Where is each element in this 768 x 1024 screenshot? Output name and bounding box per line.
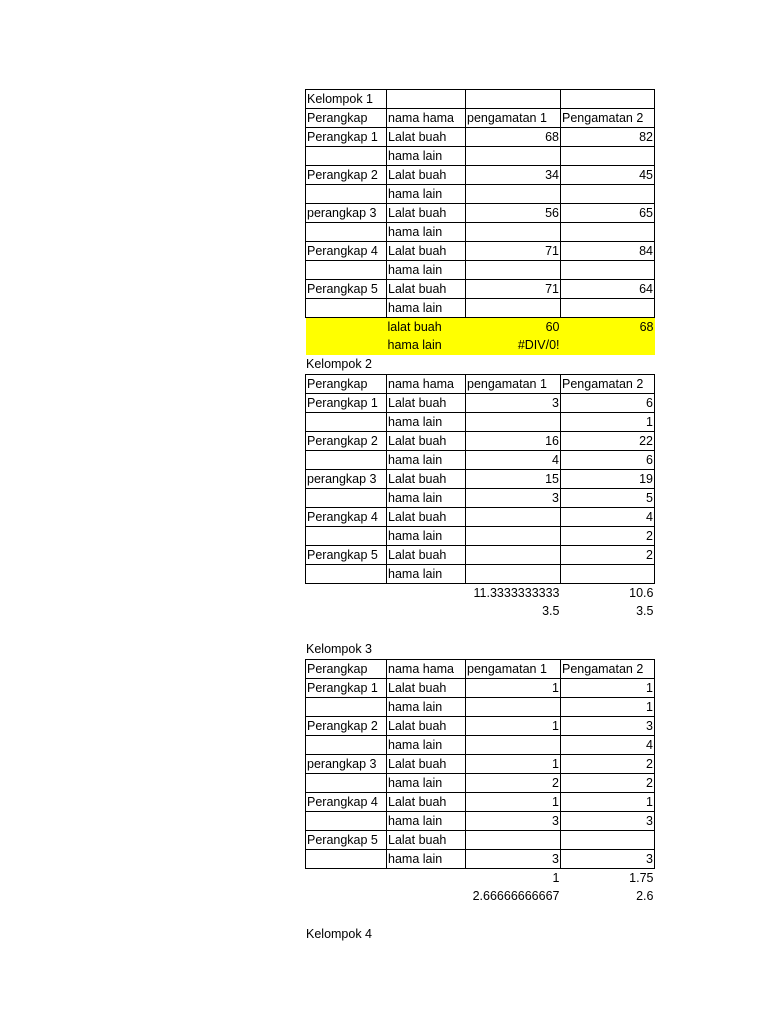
table-row — [306, 166, 655, 185]
spacer — [305, 906, 655, 926]
cell-pengamatan-2[interactable]: 6 — [561, 451, 655, 470]
summary-label[interactable] — [387, 584, 466, 603]
summary-row — [306, 336, 655, 355]
cell-perangkap[interactable]: perangkap 3 — [306, 470, 387, 489]
table-row — [306, 489, 655, 508]
cell-pengamatan-1[interactable]: 1 — [466, 717, 561, 736]
group-title[interactable]: Kelompok 1 — [306, 90, 387, 109]
table-row — [306, 755, 655, 774]
cell-nama-hama[interactable]: hama lain — [387, 698, 466, 717]
cell-nama-hama[interactable]: hama lain — [387, 565, 466, 584]
summary-label[interactable]: hama lain — [387, 336, 466, 355]
group-title[interactable]: Kelompok 3 — [306, 641, 373, 656]
cell-pengamatan-2[interactable] — [561, 223, 655, 242]
header-nama-hama[interactable]: nama hama — [387, 375, 466, 394]
cell-perangkap[interactable]: Perangkap 1 — [306, 128, 387, 147]
cell-nama-hama[interactable]: hama lain — [387, 223, 466, 242]
cell-perangkap[interactable] — [306, 736, 387, 755]
cell-pengamatan-1[interactable]: 1 — [466, 755, 561, 774]
cell-perangkap[interactable] — [306, 850, 387, 869]
cell-pengamatan-2[interactable] — [561, 831, 655, 850]
cell-nama-hama[interactable]: Lalat buah — [387, 242, 466, 261]
cell-nama-hama[interactable]: hama lain — [387, 185, 466, 204]
summary-pengamatan-2[interactable]: 2.6 — [636, 889, 654, 904]
cell-perangkap[interactable]: Perangkap 1 — [306, 679, 387, 698]
cell-perangkap[interactable] — [306, 527, 387, 546]
cell-pengamatan-1[interactable] — [466, 546, 561, 565]
cell-pengamatan-1[interactable]: 3 — [466, 812, 561, 831]
cell-pengamatan-2[interactable]: 4 — [561, 736, 655, 755]
cell-nama-hama[interactable]: hama lain — [387, 850, 466, 869]
cell-pengamatan-1[interactable]: 71 — [466, 280, 561, 299]
cell-pengamatan-2[interactable] — [561, 261, 655, 280]
header-pengamatan-1[interactable]: pengamatan 1 — [466, 109, 561, 128]
table-row — [306, 242, 655, 261]
summary-pengamatan-2[interactable]: 10.6 — [629, 586, 654, 600]
cell-perangkap[interactable] — [306, 812, 387, 831]
header-perangkap[interactable]: Perangkap — [306, 660, 387, 679]
cell[interactable] — [387, 90, 466, 109]
table-row — [306, 280, 655, 299]
summary-pengamatan-1[interactable]: 3.5 — [542, 604, 560, 619]
summary-pengamatan-2[interactable]: 3.5 — [636, 604, 654, 619]
cell-nama-hama[interactable]: hama lain — [387, 774, 466, 793]
cell-nama-hama[interactable]: hama lain — [387, 812, 466, 831]
cell-nama-hama[interactable]: hama lain — [387, 489, 466, 508]
summary-cell[interactable] — [306, 584, 387, 603]
cell-pengamatan-1[interactable]: 68 — [466, 128, 561, 147]
cell-perangkap[interactable] — [306, 489, 387, 508]
cell-pengamatan-1[interactable]: 4 — [466, 451, 561, 470]
group-title-kelompok-4[interactable]: Kelompok 4 — [306, 927, 373, 941]
cell-pengamatan-1[interactable] — [466, 527, 561, 546]
cell-perangkap[interactable]: Perangkap 2 — [306, 432, 387, 451]
summary-row — [306, 869, 655, 888]
cell-perangkap[interactable] — [306, 299, 387, 318]
cell-pengamatan-1[interactable]: 2 — [466, 774, 561, 793]
cell-pengamatan-2[interactable]: 2 — [561, 774, 655, 793]
summary-cell[interactable] — [306, 336, 387, 355]
cell-nama-hama[interactable]: Lalat buah — [387, 793, 466, 812]
cell-perangkap[interactable] — [306, 147, 387, 166]
table-row — [306, 679, 655, 698]
summary-label[interactable] — [387, 869, 466, 888]
cell-nama-hama[interactable]: hama lain — [387, 299, 466, 318]
table-row — [306, 470, 655, 489]
cell-pengamatan-1[interactable] — [466, 413, 561, 432]
cell-pengamatan-1[interactable]: 1 — [466, 793, 561, 812]
header-pengamatan-2[interactable]: Pengamatan 2 — [561, 375, 655, 394]
table-row — [306, 128, 655, 147]
cell-nama-hama[interactable]: Lalat buah — [387, 755, 466, 774]
table-row — [306, 736, 655, 755]
cell-pengamatan-1[interactable] — [466, 698, 561, 717]
cell-nama-hama[interactable]: hama lain — [387, 413, 466, 432]
group-table — [305, 89, 655, 355]
cell-pengamatan-2[interactable]: 2 — [561, 527, 655, 546]
cell-nama-hama[interactable]: hama lain — [387, 147, 466, 166]
cell-nama-hama[interactable]: Lalat buah — [387, 166, 466, 185]
table-row — [306, 147, 655, 166]
cell-perangkap[interactable]: Perangkap 5 — [306, 546, 387, 565]
table-row — [306, 185, 655, 204]
summary-cell[interactable] — [306, 602, 387, 621]
table-row — [306, 432, 655, 451]
summary-label[interactable]: lalat buah — [387, 318, 466, 337]
cell-pengamatan-2[interactable]: 4 — [561, 508, 655, 527]
cell-nama-hama[interactable]: Lalat buah — [387, 280, 466, 299]
summary-label[interactable] — [387, 887, 466, 906]
cell-perangkap[interactable]: Perangkap 2 — [306, 166, 387, 185]
cell-pengamatan-2[interactable] — [561, 185, 655, 204]
cell-nama-hama[interactable]: Lalat buah — [387, 204, 466, 223]
cell-pengamatan-2[interactable]: 2 — [561, 546, 655, 565]
summary-cell[interactable] — [306, 887, 387, 906]
cell-perangkap[interactable] — [306, 413, 387, 432]
summary-row — [306, 318, 655, 337]
cell-pengamatan-2[interactable]: 1 — [561, 698, 655, 717]
header-perangkap[interactable]: Perangkap — [306, 375, 387, 394]
table-row — [306, 546, 655, 565]
cell-pengamatan-1[interactable] — [466, 261, 561, 280]
table-row — [306, 717, 655, 736]
table-row — [306, 565, 655, 584]
summary-pengamatan-2[interactable] — [561, 336, 655, 355]
summary-pengamatan-1[interactable]: 1 — [552, 871, 560, 885]
header-pengamatan-1[interactable]: pengamatan 1 — [466, 375, 561, 394]
spacer — [305, 621, 655, 640]
header-row — [306, 375, 655, 394]
group-kelompok-1 — [305, 89, 655, 355]
cell-pengamatan-2[interactable]: 3 — [561, 850, 655, 869]
cell-nama-hama[interactable]: hama lain — [387, 451, 466, 470]
cell-nama-hama[interactable]: Lalat buah — [387, 432, 466, 451]
header-nama-hama[interactable]: nama hama — [387, 660, 466, 679]
cell-nama-hama[interactable]: Lalat buah — [387, 831, 466, 850]
cell-pengamatan-2[interactable]: 3 — [561, 812, 655, 831]
summary-pengamatan-1[interactable]: #DIV/0! — [466, 336, 561, 355]
header-nama-hama[interactable]: nama hama — [387, 109, 466, 128]
cell-pengamatan-1[interactable] — [466, 299, 561, 318]
title-row — [306, 90, 655, 109]
cell-pengamatan-2[interactable]: 1 — [561, 679, 655, 698]
cell-perangkap[interactable]: Perangkap 4 — [306, 508, 387, 527]
table-row — [306, 831, 655, 850]
cell-perangkap[interactable] — [306, 451, 387, 470]
header-pengamatan-2[interactable]: Pengamatan 2 — [561, 109, 655, 128]
cell-pengamatan-1[interactable]: 1 — [466, 679, 561, 698]
summary-row — [306, 887, 655, 906]
table-row — [306, 413, 655, 432]
summary-label[interactable] — [387, 602, 466, 621]
cell[interactable] — [561, 90, 655, 109]
summary-pengamatan-1[interactable]: 60 — [466, 318, 561, 337]
group-kelompok-3 — [305, 640, 655, 906]
cell-pengamatan-2[interactable]: 82 — [561, 128, 655, 147]
table-row — [306, 394, 655, 413]
summary-pengamatan-2[interactable]: 1.75 — [629, 871, 654, 885]
cell-pengamatan-1[interactable]: 56 — [466, 204, 561, 223]
summary-row — [306, 602, 655, 621]
cell-pengamatan-1[interactable] — [466, 185, 561, 204]
cell[interactable] — [466, 90, 561, 109]
table-row — [306, 299, 655, 318]
summary-row — [306, 584, 655, 603]
table-row — [306, 774, 655, 793]
cell-pengamatan-2[interactable] — [561, 565, 655, 584]
cell-pengamatan-1[interactable] — [466, 223, 561, 242]
cell-pengamatan-2[interactable] — [561, 147, 655, 166]
cell-pengamatan-2[interactable]: 64 — [561, 280, 655, 299]
summary-pengamatan-1[interactable]: 2.66666666667 — [472, 889, 560, 904]
group-table — [305, 659, 655, 906]
table-row — [306, 261, 655, 280]
summary-pengamatan-1[interactable]: 11.3333333333 — [473, 586, 560, 600]
header-row — [306, 109, 655, 128]
cell-pengamatan-1[interactable]: 3 — [466, 489, 561, 508]
cell-pengamatan-2[interactable]: 1 — [561, 413, 655, 432]
cell-nama-hama[interactable]: Lalat buah — [387, 128, 466, 147]
group-kelompok-2 — [305, 355, 655, 621]
cell-pengamatan-1[interactable]: 3 — [466, 850, 561, 869]
cell-nama-hama[interactable]: Lalat buah — [387, 508, 466, 527]
cell-nama-hama[interactable]: Lalat buah — [387, 470, 466, 489]
cell-nama-hama[interactable]: hama lain — [387, 736, 466, 755]
cell-pengamatan-1[interactable]: 16 — [466, 432, 561, 451]
summary-cell[interactable] — [306, 869, 387, 888]
cell-perangkap[interactable] — [306, 223, 387, 242]
cell-perangkap[interactable] — [306, 698, 387, 717]
cell-pengamatan-2[interactable] — [561, 299, 655, 318]
cell-nama-hama[interactable]: hama lain — [387, 261, 466, 280]
table-row — [306, 793, 655, 812]
cell-pengamatan-1[interactable]: 15 — [466, 470, 561, 489]
cell-pengamatan-2[interactable]: 1 — [561, 793, 655, 812]
cell-pengamatan-2[interactable]: 6 — [561, 394, 655, 413]
spreadsheet — [305, 89, 655, 945]
summary-pengamatan-2[interactable]: 68 — [561, 318, 655, 337]
cell-nama-hama[interactable]: Lalat buah — [387, 546, 466, 565]
cell-perangkap[interactable]: Perangkap 4 — [306, 242, 387, 261]
summary-cell[interactable] — [306, 318, 387, 337]
cell-perangkap[interactable]: perangkap 3 — [306, 755, 387, 774]
cell-nama-hama[interactable]: Lalat buah — [387, 679, 466, 698]
table-row — [306, 812, 655, 831]
cell-perangkap[interactable] — [306, 565, 387, 584]
cell-pengamatan-1[interactable]: 3 — [466, 394, 561, 413]
group-title[interactable]: Kelompok 2 — [306, 356, 373, 371]
cell-perangkap[interactable]: Perangkap 4 — [306, 793, 387, 812]
cell-perangkap[interactable] — [306, 774, 387, 793]
cell-pengamatan-1[interactable] — [466, 736, 561, 755]
cell-nama-hama[interactable]: Lalat buah — [387, 394, 466, 413]
cell-pengamatan-2[interactable]: 3 — [561, 717, 655, 736]
cell-pengamatan-2[interactable]: 45 — [561, 166, 655, 185]
cell-perangkap[interactable]: Perangkap 2 — [306, 717, 387, 736]
table-row — [306, 223, 655, 242]
cell-pengamatan-2[interactable]: 84 — [561, 242, 655, 261]
table-row — [306, 204, 655, 223]
header-pengamatan-2[interactable]: Pengamatan 2 — [561, 660, 655, 679]
table-row — [306, 451, 655, 470]
cell-pengamatan-2[interactable]: 22 — [561, 432, 655, 451]
table-row — [306, 698, 655, 717]
cell-perangkap[interactable]: Perangkap 5 — [306, 831, 387, 850]
cell-nama-hama[interactable]: Lalat buah — [387, 717, 466, 736]
cell-pengamatan-1[interactable] — [466, 831, 561, 850]
cell-pengamatan-1[interactable] — [466, 565, 561, 584]
table-row — [306, 850, 655, 869]
header-row — [306, 660, 655, 679]
header-perangkap[interactable]: Perangkap — [306, 109, 387, 128]
cell-perangkap[interactable]: Perangkap 1 — [306, 394, 387, 413]
cell-perangkap[interactable] — [306, 261, 387, 280]
cell-pengamatan-2[interactable]: 2 — [561, 755, 655, 774]
table-row — [306, 527, 655, 546]
cell-pengamatan-2[interactable]: 19 — [561, 470, 655, 489]
cell-pengamatan-2[interactable]: 5 — [561, 489, 655, 508]
cell-pengamatan-2[interactable]: 65 — [561, 204, 655, 223]
cell-perangkap[interactable]: Perangkap 5 — [306, 280, 387, 299]
cell-pengamatan-1[interactable]: 34 — [466, 166, 561, 185]
cell-perangkap[interactable]: perangkap 3 — [306, 204, 387, 223]
cell-pengamatan-1[interactable]: 71 — [466, 242, 561, 261]
table-row — [306, 508, 655, 527]
cell-nama-hama[interactable]: hama lain — [387, 527, 466, 546]
cell-perangkap[interactable] — [306, 185, 387, 204]
group-table — [305, 374, 655, 621]
cell-pengamatan-1[interactable] — [466, 508, 561, 527]
header-pengamatan-1[interactable]: pengamatan 1 — [466, 660, 561, 679]
cell-pengamatan-1[interactable] — [466, 147, 561, 166]
